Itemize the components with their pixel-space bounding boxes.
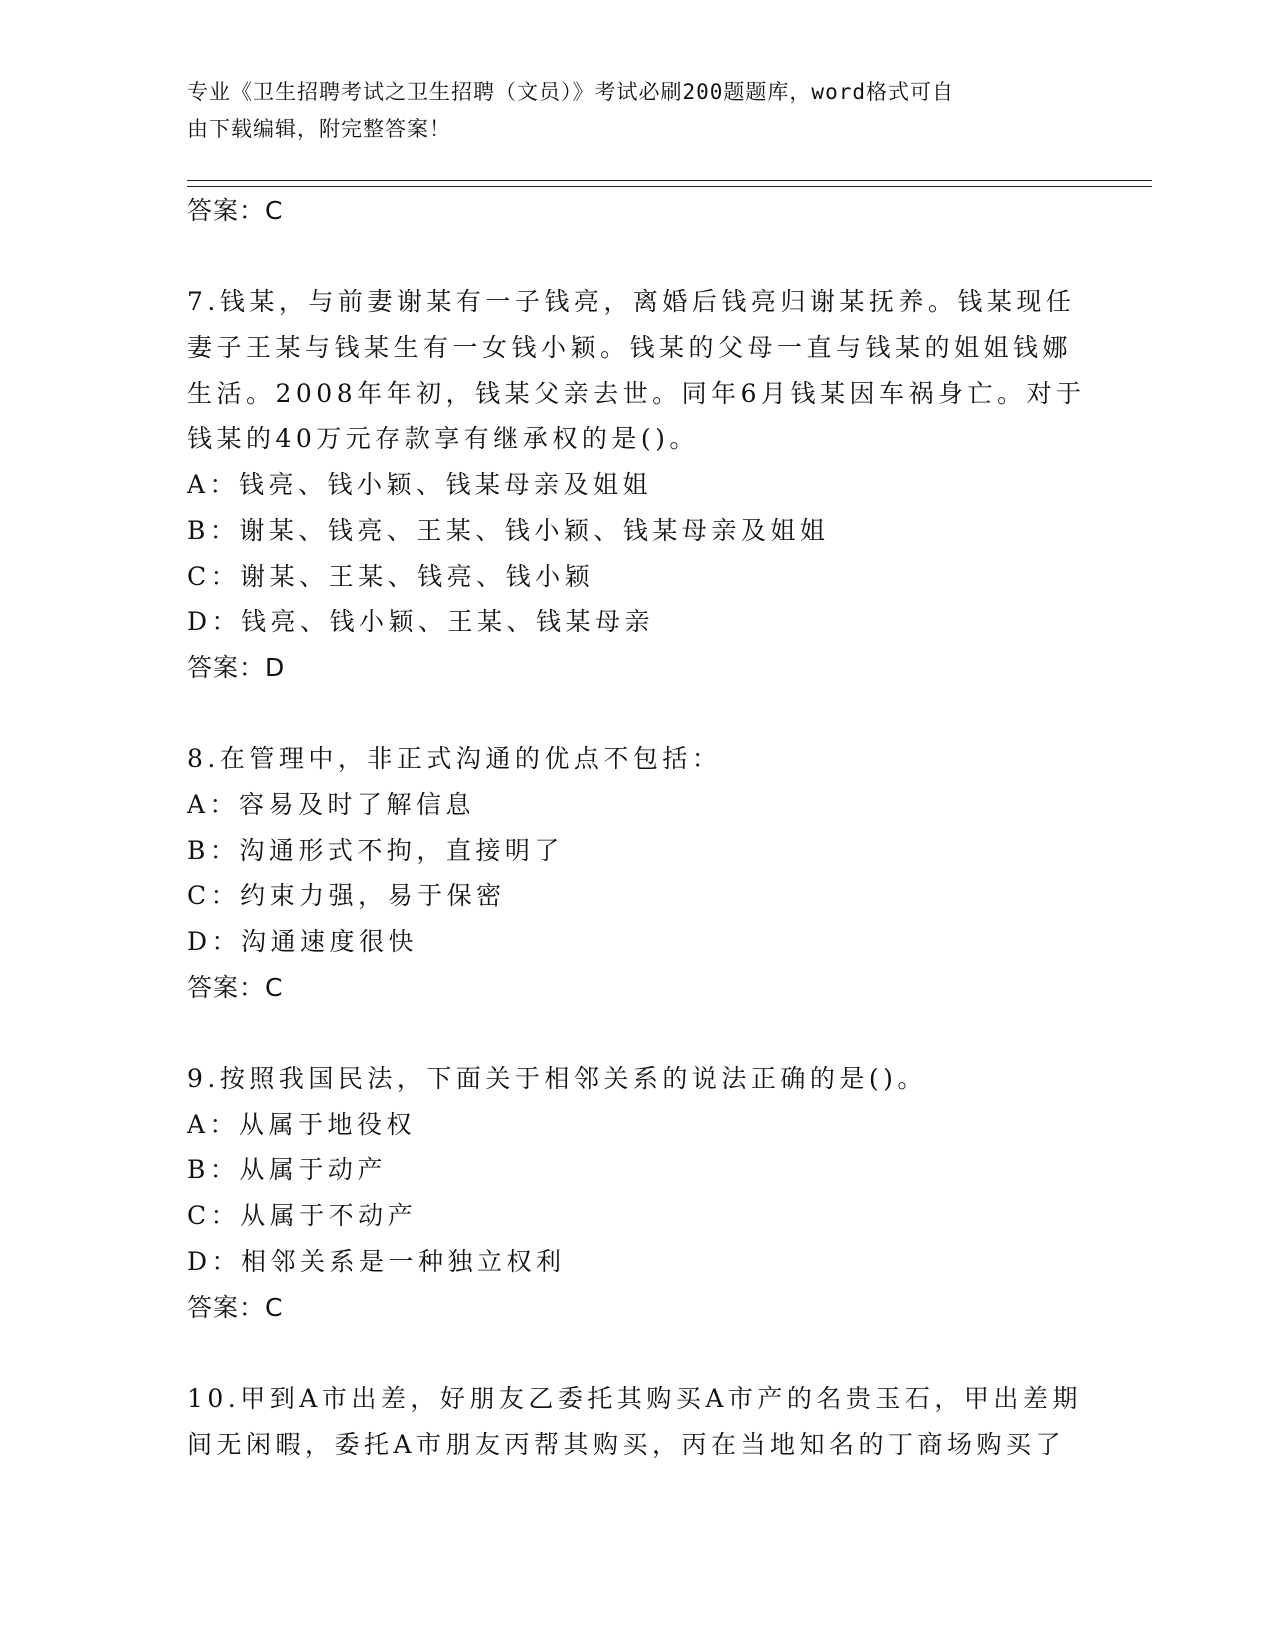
option-d: D：沟通速度很快 bbox=[187, 927, 419, 956]
option-c: C：从属于不动产 bbox=[187, 1201, 418, 1231]
question-9 bbox=[187, 1056, 1087, 1330]
option-d: D：相邻关系是一种独立权利 bbox=[187, 1246, 566, 1276]
option-c: C：谢某、王某、钱亮、钱小颖 bbox=[187, 561, 595, 591]
question-stem-line: 生活。2008年年初，钱某父亲去世。同年6月钱某因车祸身亡。对于 bbox=[187, 378, 1086, 408]
option-a: A：钱亮、钱小颖、钱某母亲及姐姐 bbox=[187, 470, 653, 500]
document-body bbox=[187, 188, 1087, 1467]
option-b: B：从属于动产 bbox=[187, 1155, 387, 1185]
header-line-1: 专业《卫生招聘考试之卫生招聘（文员）》考试必刷200题题库，word格式可自 bbox=[187, 80, 954, 104]
question-7 bbox=[187, 279, 1087, 690]
option-a: A：容易及时了解信息 bbox=[187, 789, 476, 819]
question-stem-line: 9.按照我国民法，下面关于相邻关系的说法正确的是()。 bbox=[187, 1064, 927, 1094]
answer-label: 答案：C bbox=[187, 1292, 284, 1322]
header-divider-bottom bbox=[187, 186, 1152, 187]
question-stem-line: 10.甲到A市出差，好朋友乙委托其购买A市产的名贵玉石，甲出差期 bbox=[187, 1383, 1082, 1413]
spacer bbox=[187, 1010, 1087, 1056]
header-line-2: 由下载编辑，附完整答案！ bbox=[187, 117, 451, 141]
document-header bbox=[187, 74, 1067, 148]
answer-label: 答案：C bbox=[187, 972, 284, 1002]
spacer bbox=[187, 1330, 1087, 1376]
option-b: B：沟通形式不拘，直接明了 bbox=[187, 835, 564, 865]
question-8 bbox=[187, 736, 1087, 1010]
question-stem-line: 妻子王某与钱某生有一女钱小颖。钱某的父母一直与钱某的姐姐钱娜 bbox=[187, 333, 1073, 363]
question-stem-line: 8.在管理中，非正式沟通的优点不包括： bbox=[187, 744, 722, 774]
header-divider-top bbox=[187, 180, 1152, 181]
question-stem-line: 钱某的40万元存款享有继承权的是()。 bbox=[187, 424, 699, 454]
answer-label: 答案：D bbox=[187, 652, 286, 682]
spacer bbox=[187, 691, 1087, 737]
spacer bbox=[187, 234, 1087, 280]
option-d: D：钱亮、钱小颖、王某、钱某母亲 bbox=[187, 607, 655, 637]
option-b: B：谢某、钱亮、王某、钱小颖、钱某母亲及姐姐 bbox=[187, 515, 830, 545]
option-c: C：约束力强，易于保密 bbox=[187, 881, 506, 911]
question-stem-line: 7.钱某，与前妻谢某有一子钱亮，离婚后钱亮归谢某抚养。钱某现任 bbox=[187, 287, 1076, 317]
question-10 bbox=[187, 1376, 1087, 1467]
answer-label: 答案：C bbox=[187, 196, 284, 225]
question-stem-line: 间无闲暇，委托A市朋友丙帮其购买，丙在当地知名的丁商场购买了 bbox=[187, 1429, 1066, 1459]
option-a: A：从属于地役权 bbox=[187, 1109, 417, 1139]
